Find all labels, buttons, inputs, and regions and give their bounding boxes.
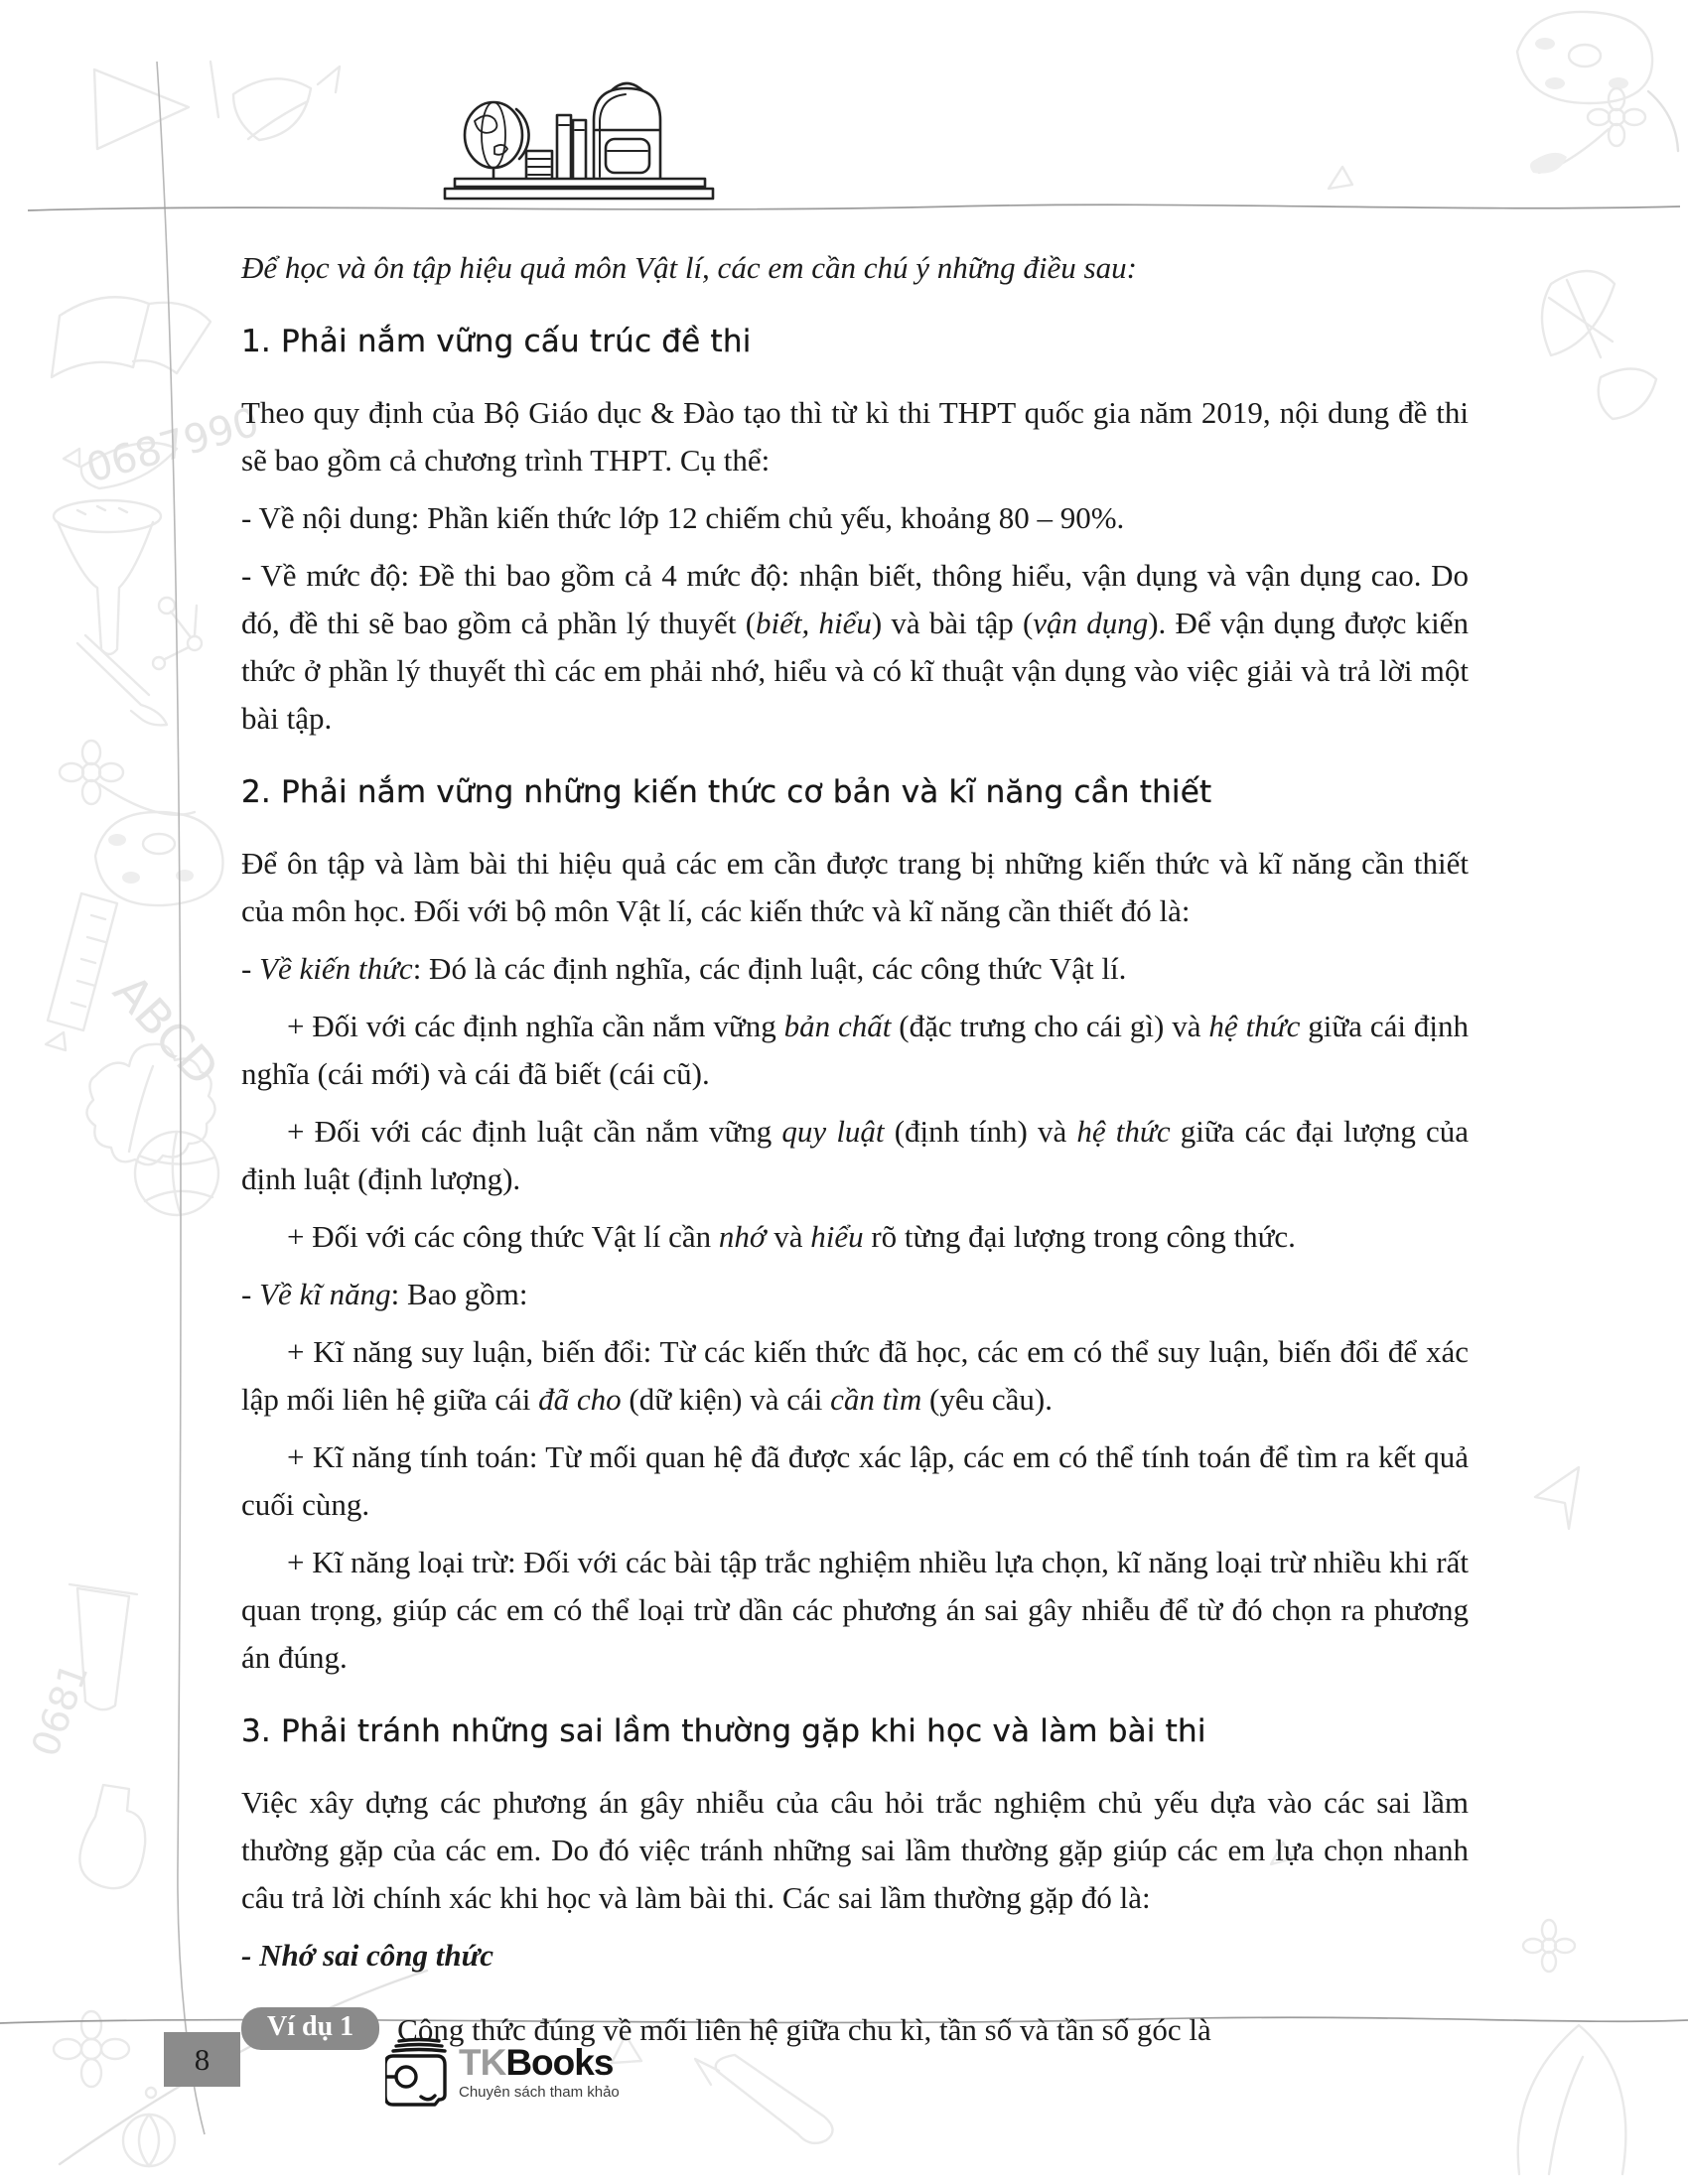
paragraph: - Về kiến thức: Đó là các định nghĩa, các định luật, các công thức Vật lí. — [241, 951, 1127, 986]
books-icon — [557, 115, 586, 181]
arrow-doodle-right — [1329, 167, 1352, 189]
logo-tagline: Chuyên sách tham khảo — [459, 2084, 620, 2101]
ruler-doodle — [46, 893, 117, 1050]
section-3-heading: 3. Phải tránh những sai lầm thường gặp khi học và làm bài thi — [241, 1713, 1206, 1749]
paragraph: - Về mức độ: Đề thi bao gồm cả 4 mức độ: nhận biết, thông hiểu, vận dụng và vận dụng cao. Do đó, đề thi sẽ bao gồm cả phần lý thuyết (biết, hiểu) và bài tập (vận dụng). Để vận dụng được kiến thức ở phần lý thuyết thì các em phải nhớ, hiểu và có kĩ thuật vận dụng vào việc giải và trả lời một bài tập. — [241, 558, 1469, 736]
header-rule — [28, 205, 1680, 210]
leaf-doodle — [233, 67, 340, 140]
paragraph: + Kĩ năng loại trừ: Đối với các bài tập trắc nghiệm nhiều lựa chọn, kĩ năng loại trừ nhiều khi rất quan trọng, giúp các em có thể loại trừ dần các phương án sai gây nhiễu để từ đó chọn ra phương án đúng. — [241, 1545, 1469, 1675]
spinner-doodle — [123, 2115, 175, 2166]
example-text: Công thức đúng về mối liên hệ giữa chu kì, tần số và tần số góc là — [397, 2012, 1211, 2047]
logo-name-books: Books — [505, 2042, 614, 2083]
paragraph: - Về kĩ năng: Bao gồm: — [241, 1277, 528, 1311]
paragraph: Việc xây dựng các phương án gây nhiễu của câu hỏi trắc nghiệm chủ yếu dựa vào các sai lầm thường gặp của các em. Do đó việc tránh những sai lầm thường gặp giúp các em lựa chọn nhanh câu trả lời chính xác khi học và làm bài thi. Các sai lầm thường gặp đó là: — [241, 1785, 1469, 1915]
globe-icon — [465, 102, 529, 180]
logo-name — [459, 2044, 620, 2082]
backpack-icon — [594, 83, 660, 180]
book-stack-icon — [526, 151, 552, 181]
flower-doodle-right — [1530, 88, 1645, 174]
intro-line: Để học và ôn tập hiệu quả môn Vật lí, các em cần chú ý những điều sau: — [241, 250, 1137, 285]
palette-doodle-right — [1517, 12, 1652, 103]
big-leaf-doodle-bottom-right — [1518, 2025, 1626, 2174]
palette-doodle — [95, 812, 223, 905]
example-badge: Ví dụ 1 — [241, 2007, 379, 2050]
paragraph: + Kĩ năng suy luận, biến đổi: Từ các kiến thức đã học, các em có thể suy luận, biến đổi để xác lập mối liên hệ giữa cái đã cho (dữ kiện) và cái cần tìm (yêu cầu). — [241, 1334, 1469, 1417]
paragraph: Để ôn tập và làm bài thi hiệu quả các em cần được trang bị những kiến thức và kĩ năng cần thiết của môn học. Đối với bộ môn Vật lí, các kiến thức và kĩ năng cần thiết đó là: — [241, 846, 1469, 928]
paintbrush-doodle — [77, 635, 167, 725]
paper-plane-doodle — [1535, 1467, 1579, 1529]
publisher-logo — [385, 2037, 620, 2109]
shelf-icon — [445, 179, 713, 199]
arrow-doodle — [64, 449, 79, 467]
paragraph: + Đối với các định luật cần nắm vững quy luật (định tính) và hệ thức giữa các đại lượng của định luật (định lượng). — [241, 1114, 1469, 1196]
section-1-heading: 1. Phải nắm vững cấu trúc đề thi — [241, 324, 752, 359]
paragraph: - Về nội dung: Phần kiến thức lớp 12 chiếm chủ yếu, khoảng 80 – 90%. — [241, 500, 1125, 535]
page-number: 8 — [164, 2032, 240, 2087]
paragraph: + Kĩ năng tính toán: Từ mối quan hệ đã được xác lập, các em có thể tính toán để tìm ra kết quả cuối cùng. — [241, 1439, 1469, 1522]
logo-name-tk: TK — [459, 2042, 506, 2083]
flower-doodle-bottom-right — [1523, 1920, 1575, 1972]
page-content — [241, 244, 1469, 2053]
corner-curve — [1648, 91, 1678, 151]
content-blocks — [241, 244, 1469, 1979]
icecream-doodle — [1542, 271, 1615, 357]
mistake-item: - Nhớ sai công thức — [241, 1938, 493, 1973]
leaf-doodle-right — [1599, 368, 1656, 419]
handwritten-digits-doodle: 0687990 — [81, 399, 265, 492]
logo-text — [459, 2044, 620, 2102]
pencil-doodle-bottom — [695, 2055, 833, 2143]
handwritten-digits2-doodle: 0681 — [23, 1657, 97, 1763]
paragraph: Theo quy định của Bộ Giáo dục & Đào tạo thì từ kì thi THPT quốc gia năm 2019, nội dung đề thi sẽ bao gồm cả chương trình THPT. Cụ thể: — [241, 395, 1469, 478]
margin-line — [157, 62, 205, 2134]
flask-doodle — [79, 1785, 145, 1888]
handwritten-letters-doodle: ABCD — [102, 964, 229, 1096]
funnel-doodle — [54, 500, 161, 654]
flower-doodle — [60, 741, 195, 815]
section-2-heading: 2. Phải nắm vững những kiến thức cơ bản và kĩ năng cần thiết — [241, 774, 1212, 810]
basketball-doodle — [135, 1132, 218, 1215]
pennant-doodle — [94, 62, 218, 149]
paragraph: + Đối với các định nghĩa cần nắm vững bản chất (đặc trưng cho cái gì) và hệ thức giữa cái định nghĩa (cái mới) và cái đã biết (cái cũ). — [241, 1009, 1469, 1091]
open-book-doodle — [52, 297, 211, 377]
paragraph: + Đối với các công thức Vật lí cần nhớ và hiểu rõ từng đại lượng trong công thức. — [287, 1219, 1296, 1254]
tkbooks-book-icon — [385, 2037, 447, 2109]
bookshelf-illustration — [445, 83, 713, 199]
